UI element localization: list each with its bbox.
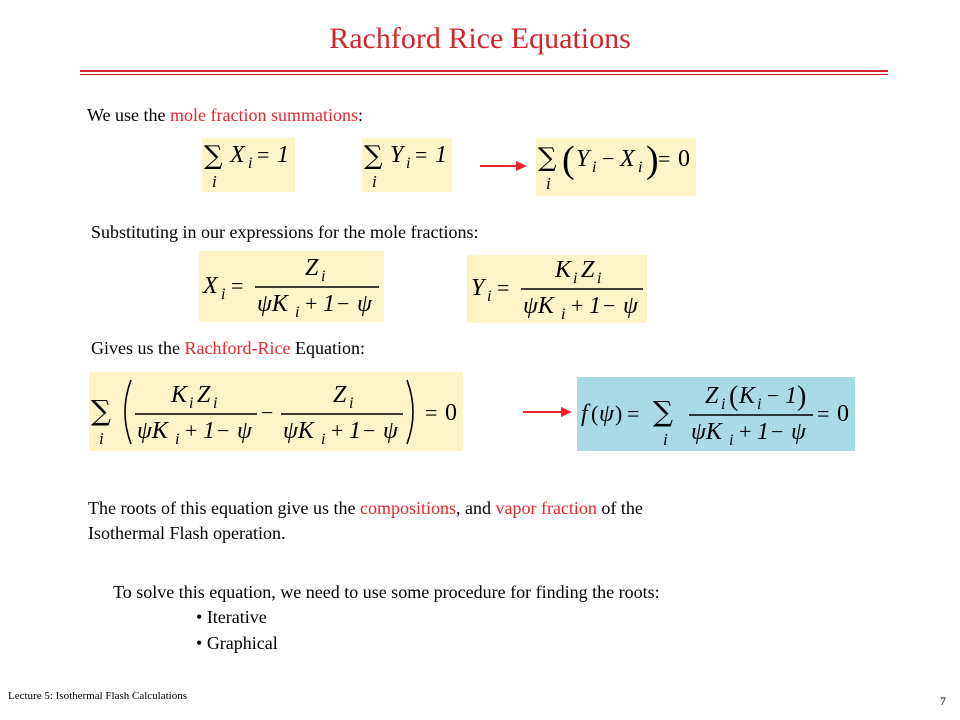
svg-text:1: 1 [785,383,797,409]
arrow-right-icon-2 [523,404,573,425]
svg-text:0: 0 [837,401,849,427]
svg-text:(: ( [562,139,575,181]
rachford-rice-expanded-equation [89,372,463,451]
svg-text:i: i [212,172,217,191]
svg-text:ψ: ψ [791,419,806,445]
svg-text:Y: Y [390,142,404,168]
svg-text:X: X [620,146,635,172]
svg-text:−: − [767,383,780,408]
svg-text:ψ: ψ [383,418,398,444]
svg-text:Y: Y [471,275,485,301]
svg-text:ψK: ψK [523,293,554,319]
svg-text:0: 0 [445,400,457,426]
svg-text:=: = [257,142,270,167]
sum-x-equation [202,138,295,192]
svg-text:i: i [663,430,668,449]
svg-text:1: 1 [203,418,215,444]
svg-text:i: i [487,288,492,305]
svg-text:0: 0 [678,146,690,172]
roots-part2: , and [455,498,496,518]
svg-text:(: ( [591,401,599,426]
roots-line-2: Isothermal Flash operation. [88,523,286,543]
svg-text:1: 1 [435,142,447,168]
bullet-item: • Iterative [196,607,267,627]
svg-text:1: 1 [589,293,601,319]
svg-text:=: = [658,146,671,171]
svg-text:i: i [248,155,253,172]
svg-text:ψ: ψ [357,291,372,317]
svg-text:=: = [415,142,428,167]
svg-text:i: i [757,396,762,413]
title-underline-thin [80,74,888,75]
svg-text:ψK: ψK [691,419,722,445]
svg-text:+: + [305,291,318,316]
svg-text:∑: ∑ [538,143,557,173]
svg-text:K: K [739,383,756,409]
svg-text:1: 1 [277,142,289,168]
roots-line-1 [88,496,643,520]
svg-text:i: i [573,270,578,287]
gives-text [91,336,365,360]
svg-text:1: 1 [323,291,335,317]
solve-text: To solve this equation, we need to use some procedure for finding the roots: [113,582,660,602]
svg-text:+: + [739,419,752,444]
roots-highlight-vapor-fraction: vapor fraction [495,498,597,518]
svg-text:i: i [99,429,104,448]
svg-text:∑: ∑ [91,394,111,427]
svg-text:=: = [497,275,510,300]
svg-text:i: i [321,268,326,285]
intro-lead: We use the [87,105,171,125]
svg-text:i: i [721,396,726,413]
svg-text:i: i [592,159,597,176]
svg-text:=: = [231,273,244,298]
svg-text:f: f [581,401,588,427]
svg-text:∑: ∑ [364,141,383,171]
svg-text:ψ: ψ [599,401,614,427]
intro-tail: : [358,105,364,125]
x-mole-fraction-equation [199,251,384,322]
y-mole-fraction-equation [467,255,647,323]
sum-y-equation [362,138,452,192]
svg-text:Y: Y [576,146,590,172]
page-number: 7 [940,694,946,708]
svg-text:ψ: ψ [623,293,638,319]
svg-text:K: K [555,257,572,283]
svg-text:ψK: ψK [137,418,168,444]
title-underline [80,70,888,72]
svg-text:ψK: ψK [257,291,288,317]
svg-text:Z: Z [581,257,595,283]
svg-text:): ) [615,401,623,426]
svg-text:i: i [638,159,643,176]
svg-text:=: = [817,401,830,426]
svg-text:i: i [221,286,226,303]
bullet-graphical: Graphical [206,633,278,653]
svg-text:−: − [771,419,784,444]
footer-text: Lecture 5: Isothermal Flash Calculations [8,690,188,702]
svg-text:K: K [171,382,188,408]
intro-highlight: mole fraction summations [170,105,358,125]
svg-text:(: ( [729,381,739,412]
svg-text:ψ: ψ [237,418,252,444]
arrow-right-icon [480,158,528,179]
svg-text:i: i [372,172,377,191]
svg-text:i: i [175,431,180,448]
svg-text:i: i [546,174,551,193]
svg-text:i: i [213,395,218,412]
svg-text:1: 1 [349,418,361,444]
svg-text:Z: Z [305,255,319,281]
svg-text:=: = [425,400,438,425]
slide-title: Rachford Rice Equations [329,22,631,55]
svg-text:−: − [337,291,350,316]
svg-text:i: i [406,155,411,172]
roots-part1: The roots of this equation give us the [88,498,360,518]
svg-text:i: i [561,306,566,323]
svg-text:): ) [797,381,807,412]
svg-text:∑: ∑ [204,141,223,171]
svg-text:X: X [230,142,245,168]
svg-text:i: i [349,395,354,412]
svg-text:i: i [597,270,602,287]
svg-text:i: i [729,432,734,449]
sum-difference-equation [536,138,696,196]
svg-text:−: − [217,418,230,443]
svg-text:Z: Z [197,382,211,408]
gives-tail: Equation: [290,338,365,358]
svg-text:+: + [571,293,584,318]
svg-text:−: − [602,146,615,171]
svg-text:X: X [203,273,218,299]
svg-text:Z: Z [705,383,719,409]
svg-text:i: i [295,304,300,321]
svg-text:i: i [321,431,326,448]
svg-text:Z: Z [333,382,347,408]
svg-text:ψK: ψK [283,418,314,444]
svg-text:∑: ∑ [653,395,673,428]
intro-text [87,103,363,127]
substituting-text: Substituting in our expressions for the mole fractions: [91,222,479,242]
roots-part3: of the [596,498,643,518]
svg-text:+: + [331,418,344,443]
f-psi-equation [577,377,855,451]
gives-highlight: Rachford-Rice [184,338,291,358]
svg-text:1: 1 [757,419,769,445]
svg-text:i: i [189,395,194,412]
svg-text:=: = [627,401,640,426]
roots-highlight-compositions: compositions [359,498,456,518]
svg-text:−: − [261,400,274,425]
svg-text:−: − [603,293,616,318]
svg-text:+: + [185,418,198,443]
svg-text:−: − [363,418,376,443]
bullet-item: • Graphical [196,633,278,653]
bullet-iterative: Iterative [206,607,267,627]
svg-text:): ) [646,139,659,181]
gives-lead: Gives us the [91,338,185,358]
